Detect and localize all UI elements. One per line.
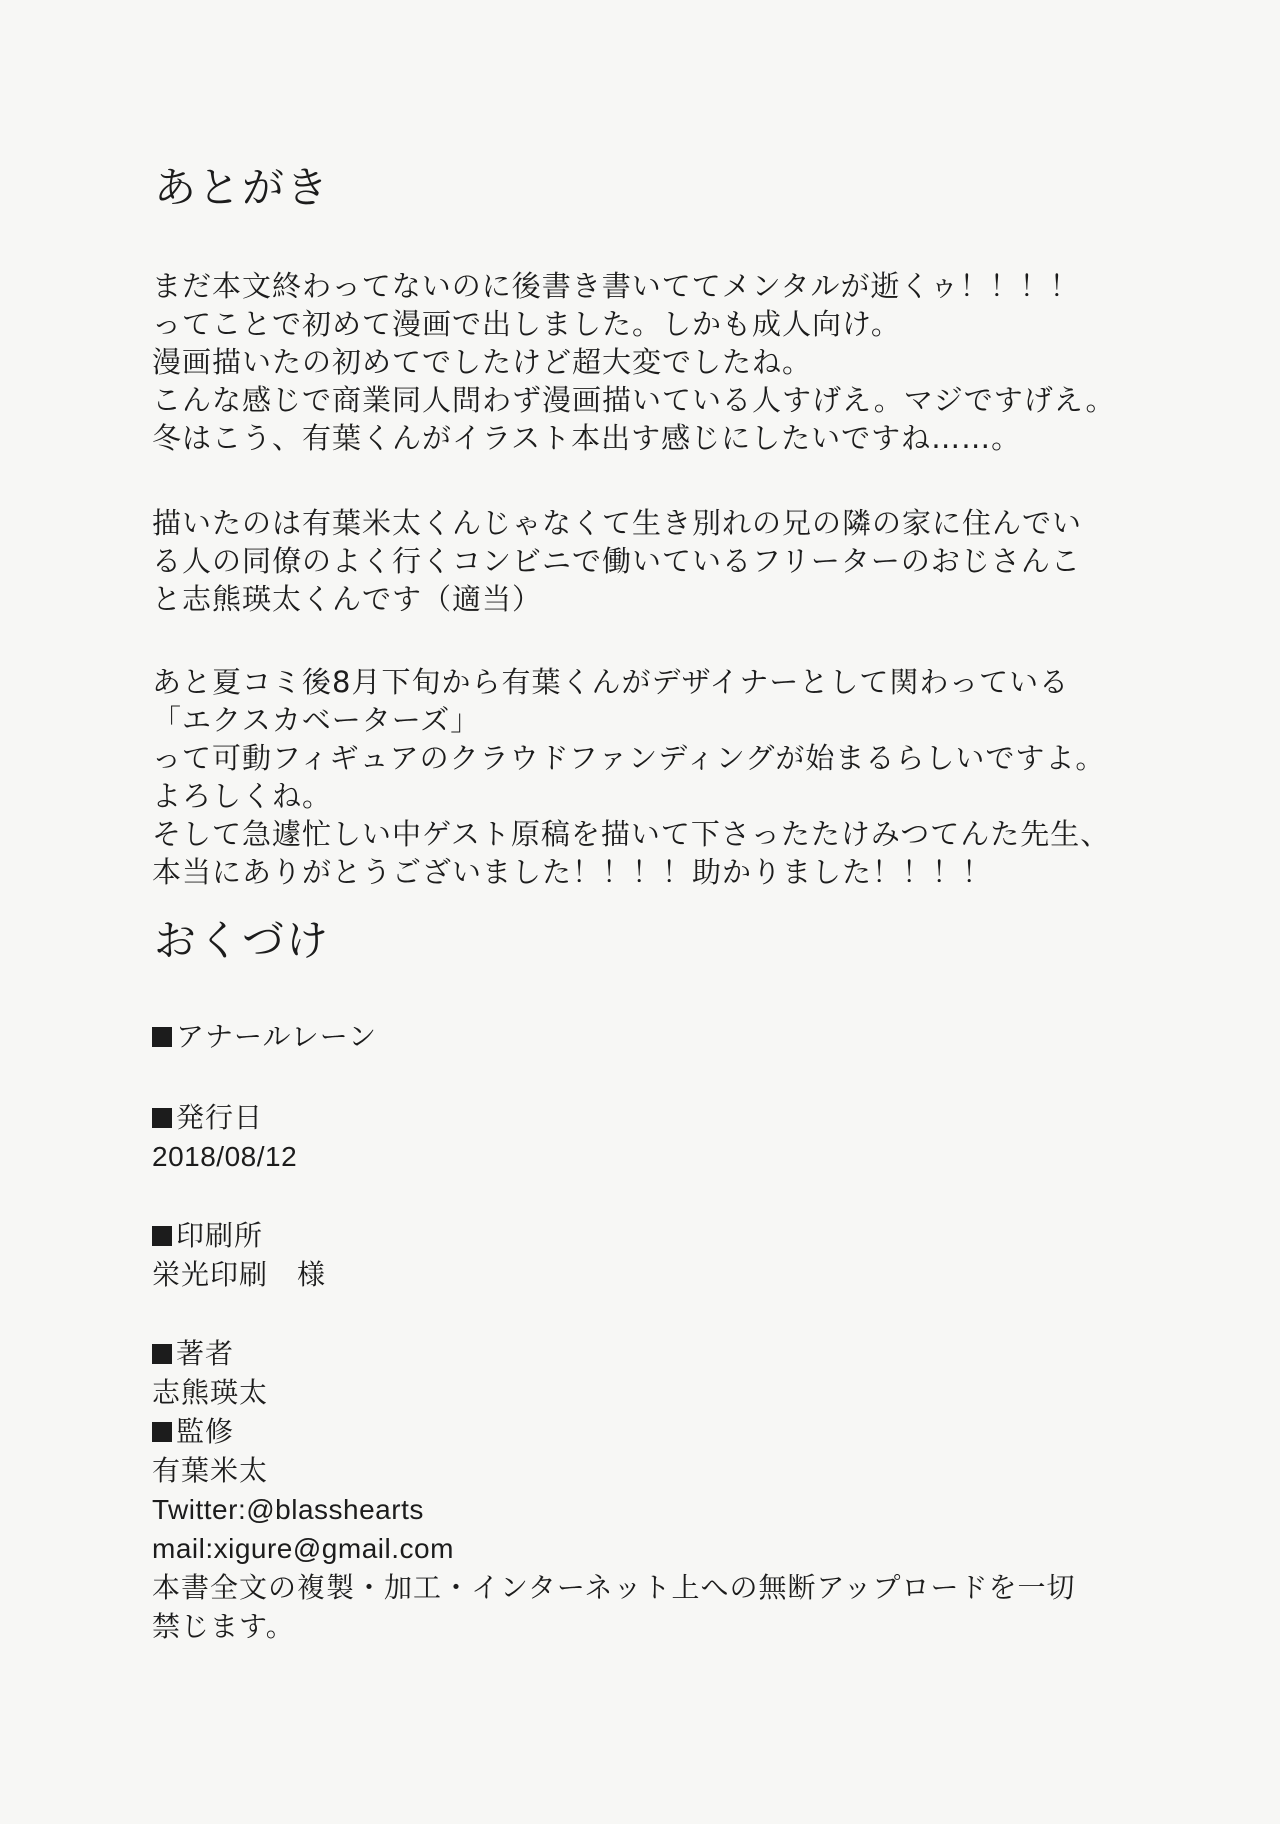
text-line: 描いたのは有葉米太くんじゃなくて生き別れの兄の隣の家に住んでい [152,506,1083,540]
text-line: と志熊瑛太くんです（適当） [152,582,543,616]
text-line: 「エクスカベーターズ」 [152,703,481,737]
supervisor-name: 有葉米太 [152,1454,269,1487]
text-line: よろしくね。 [152,779,333,813]
afterword-paragraph-1 [152,267,1115,457]
colophon-credits [152,1334,1076,1646]
text-line: そして急遽忙しい中ゲスト原稿を描いて下さったたけみつてんた先生、 [152,817,1111,851]
square-bullet-icon [152,1226,172,1246]
colophon-title: おくづけ [154,916,331,965]
copyright-notice-line: 禁じます。 [152,1610,295,1643]
issue-date-label: 発行日 [176,1101,264,1134]
square-bullet-icon [152,1422,172,1442]
square-bullet-icon [152,1027,172,1047]
author-name: 志熊瑛太 [152,1376,269,1409]
colophon-printer [152,1216,326,1294]
text-line: って可動フィギュアのクラウドファンディングが始まるらしいですよ。 [152,741,1106,775]
text-line: 冬はこう、有葉くんがイラスト本出す感じにしたいですね……。 [152,421,1022,455]
colophon-book-title [152,1017,377,1056]
text-line: まだ本文終わってないのに後書き書いててメンタルが逝くゥ！！！！ [152,269,1080,303]
book-title-line [152,1017,377,1056]
book-title: アナールレーン [176,1020,378,1053]
mail-address: mail:xigure@gmail.com [152,1533,454,1564]
text-line: こんな感じで商業同人問わず漫画描いている人すげえ。マジですげえ。 [152,383,1116,417]
afterword-title: あとがき [154,163,331,212]
text-line: 漫画描いたの初めてでしたけど超大変でしたね。 [152,345,813,379]
printer-label-line [152,1216,326,1255]
colophon-issue-date [152,1098,297,1176]
afterword-paragraph-3 [152,663,1110,891]
supervisor-label: 監修 [176,1415,235,1448]
afterword-paragraph-2 [152,504,1082,618]
text-line: る人の同僚のよく行くコンビニで働いているフリーターのおじさんこ [152,544,1081,578]
twitter-handle: Twitter:@blasshearts [152,1494,424,1525]
issue-date: 2018/08/12 [152,1141,298,1172]
issue-date-label-line [152,1098,297,1137]
author-label-line [152,1334,1076,1373]
text-line: 本当にありがとうございました！！！！助かりました！！！！ [152,855,993,889]
printer-label: 印刷所 [176,1219,264,1252]
square-bullet-icon [152,1344,172,1364]
author-label: 著者 [176,1337,235,1370]
printer-name: 栄光印刷 様 [152,1258,327,1291]
text-line: ってことで初めて漫画で出しました。しかも成人向け。 [152,307,901,341]
copyright-notice-line: 本書全文の複製・加工・インターネット上への無断アップロードを一切 [152,1571,1076,1604]
text-line: あと夏コミ後8月下旬から有葉くんがデザイナーとして関わっている [152,665,1070,699]
square-bullet-icon [152,1108,172,1128]
supervisor-label-line [152,1412,1076,1451]
